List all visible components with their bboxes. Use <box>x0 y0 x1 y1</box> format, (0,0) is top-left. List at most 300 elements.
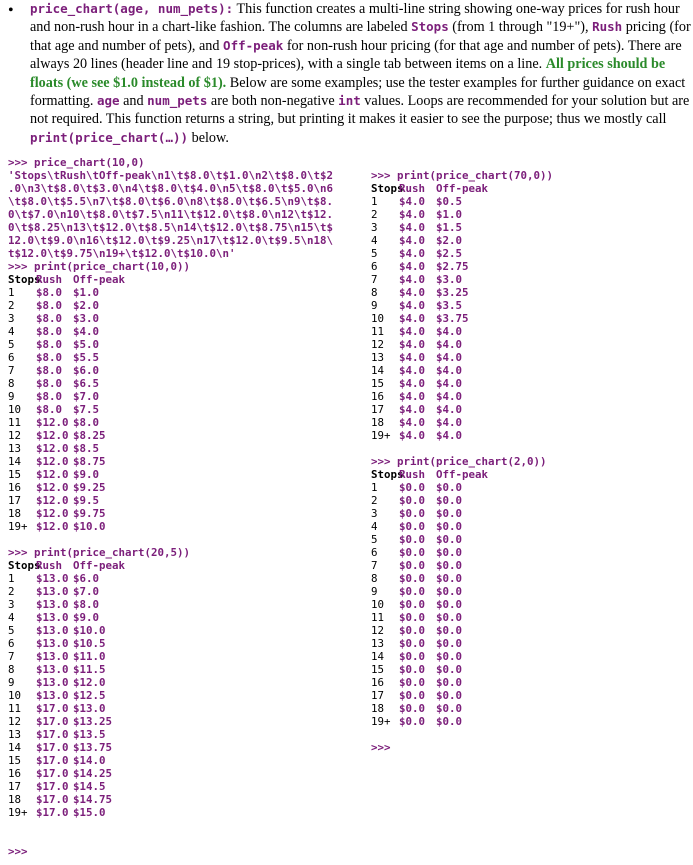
raw-string-line: 0\t$8.25\n13\t$12.0\t$8.5\n14\t$12.0\t$8.75\n15\t$ <box>8 221 334 234</box>
off-peak-cell: $15.0 <box>73 806 106 819</box>
off-peak-cell: $4.0 <box>436 377 463 390</box>
stops-cell: Stops <box>8 559 41 572</box>
chart-row <box>371 585 553 598</box>
rush-cell: Rush <box>36 273 63 286</box>
raw-string-line: .0\n3\t$8.0\t$3.0\n4\t$8.0\t$4.0\n5\t$8.0\t$5.0\n6 <box>8 182 334 195</box>
off-peak-cell: $0.0 <box>436 494 463 507</box>
chart-row <box>8 728 333 741</box>
stops-cell: 10 <box>371 312 385 325</box>
off-peak-cell: $8.75 <box>73 455 106 468</box>
off-peak-cell: $10.5 <box>73 637 106 650</box>
description-text: below. <box>188 129 229 146</box>
off-peak-cell: $4.0 <box>436 403 463 416</box>
chart-row <box>371 494 553 507</box>
chart-row <box>371 481 553 494</box>
left-examples-column <box>8 156 333 858</box>
off-peak-cell: $6.5 <box>73 377 100 390</box>
rush-cell: $12.0 <box>36 507 69 520</box>
stops-cell: 2 <box>8 299 15 312</box>
inline-code: int <box>338 93 361 109</box>
chart-row <box>8 442 333 455</box>
stops-cell: 6 <box>371 546 378 559</box>
rush-cell: $13.0 <box>36 585 69 598</box>
rush-cell: $0.0 <box>399 494 426 507</box>
off-peak-cell: $3.5 <box>436 299 463 312</box>
stops-cell: 9 <box>371 299 378 312</box>
rush-cell: $17.0 <box>36 702 69 715</box>
rush-cell: $4.0 <box>399 273 426 286</box>
blank-line <box>371 442 553 455</box>
stops-cell: 19+ <box>371 429 391 442</box>
raw-string-line: t$12.0\t$9.75\n19+\t$12.0\t$10.0\n' <box>8 247 236 260</box>
description-text: This function creates a multi-line string showing one-way prices for rush hour and non-rush hour in a chart-like fashion. The columns are labeled <box>30 1 680 36</box>
rush-cell: $4.0 <box>399 221 426 234</box>
stops-cell: 9 <box>371 585 378 598</box>
chart-row <box>371 572 553 585</box>
stops-cell: 18 <box>8 507 22 520</box>
rush-cell: $0.0 <box>399 533 426 546</box>
off-peak-cell: $14.5 <box>73 780 106 793</box>
off-peak-cell: $11.0 <box>73 650 106 663</box>
chart-row <box>371 611 553 624</box>
stops-cell: 19+ <box>371 715 391 728</box>
inline-code: Rush <box>592 19 623 35</box>
stops-cell: 11 <box>371 325 385 338</box>
blank-line <box>8 819 333 832</box>
off-peak-cell: $0.0 <box>436 650 463 663</box>
off-peak-cell: $7.5 <box>73 403 100 416</box>
off-peak-cell: $9.0 <box>73 611 100 624</box>
repl-prompt-line: >>> print(price_chart(2,0)) <box>371 455 547 468</box>
stops-cell: 3 <box>371 221 378 234</box>
stops-cell: 17 <box>8 780 22 793</box>
off-peak-cell: $10.0 <box>73 520 106 533</box>
rush-cell: $8.0 <box>36 312 63 325</box>
rush-cell: $4.0 <box>399 325 426 338</box>
chart-row <box>371 351 553 364</box>
stops-cell: 6 <box>371 260 378 273</box>
chart-row <box>371 403 553 416</box>
inline-code: num_pets <box>147 93 208 109</box>
stops-cell: 4 <box>8 611 15 624</box>
stops-cell: 18 <box>371 702 385 715</box>
chart-row <box>371 676 553 689</box>
chart-row <box>8 741 333 754</box>
chart-row <box>8 507 333 520</box>
rush-cell: $13.0 <box>36 624 69 637</box>
repl-prompt-line: >>> price_chart(10,0) <box>8 156 145 169</box>
blank-line <box>8 832 333 845</box>
stops-cell: 13 <box>8 728 22 741</box>
rush-cell: $12.0 <box>36 429 69 442</box>
chart-row <box>8 780 333 793</box>
chart-row <box>371 364 553 377</box>
rush-cell: $4.0 <box>399 195 426 208</box>
inline-code: age <box>96 93 120 109</box>
rush-cell: $4.0 <box>399 390 426 403</box>
chart-row <box>8 520 333 533</box>
rush-cell: $13.0 <box>36 637 69 650</box>
off-peak-cell: $4.0 <box>436 390 463 403</box>
chart-row <box>371 689 553 702</box>
off-peak-cell: $2.75 <box>436 260 469 273</box>
stops-cell: 12 <box>371 624 385 637</box>
rush-cell: $0.0 <box>399 520 426 533</box>
chart-row <box>371 624 553 637</box>
stops-cell: 3 <box>8 598 15 611</box>
stops-cell: 4 <box>371 234 378 247</box>
repl-prompt-line: >>> print(price_chart(10,0)) <box>8 260 191 273</box>
rush-cell: $13.0 <box>36 611 69 624</box>
stops-cell: 8 <box>8 377 15 390</box>
rush-cell: $0.0 <box>399 559 426 572</box>
stops-cell: 3 <box>8 312 15 325</box>
chart-row <box>371 221 553 234</box>
off-peak-cell: $0.0 <box>436 559 463 572</box>
off-peak-cell: $0.0 <box>436 572 463 585</box>
description-text: values. Loops are recommended for your solution but are not required. This function returns a string, but printing it makes it easier to see the purpose; thus we mostly call <box>30 93 690 128</box>
rush-cell: $8.0 <box>36 286 63 299</box>
off-peak-cell: $5.0 <box>73 338 100 351</box>
chart-row <box>371 598 553 611</box>
off-peak-cell: Off-peak <box>73 273 126 286</box>
off-peak-cell: $3.25 <box>436 286 469 299</box>
stops-cell: 1 <box>8 286 15 299</box>
stops-cell: 1 <box>371 195 378 208</box>
stops-cell: 5 <box>8 338 15 351</box>
stops-cell: 2 <box>371 208 378 221</box>
chart-row <box>371 650 553 663</box>
rush-cell: $17.0 <box>36 754 69 767</box>
off-peak-cell: $8.0 <box>73 598 100 611</box>
rush-cell: $8.0 <box>36 351 63 364</box>
off-peak-cell: $7.0 <box>73 585 100 598</box>
stops-cell: 11 <box>8 416 22 429</box>
rush-cell: $17.0 <box>36 728 69 741</box>
bullet-marker: • <box>8 2 14 19</box>
rush-cell: $17.0 <box>36 780 69 793</box>
chart-header-row <box>8 273 333 286</box>
rush-cell: $12.0 <box>36 442 69 455</box>
rush-cell: $0.0 <box>399 598 426 611</box>
rush-cell: $8.0 <box>36 364 63 377</box>
off-peak-cell: $0.0 <box>436 598 463 611</box>
rush-cell: $4.0 <box>399 338 426 351</box>
stops-cell: Stops <box>371 468 404 481</box>
off-peak-cell: $13.25 <box>73 715 113 728</box>
chart-row <box>371 390 553 403</box>
stops-cell: 1 <box>8 572 15 585</box>
rush-cell: $4.0 <box>399 429 426 442</box>
chart-row <box>8 377 333 390</box>
off-peak-cell: $4.0 <box>436 338 463 351</box>
off-peak-cell: $10.0 <box>73 624 106 637</box>
chart-row <box>371 416 553 429</box>
stops-cell: 17 <box>371 403 385 416</box>
chart-row <box>8 754 333 767</box>
stops-cell: 18 <box>8 793 22 806</box>
chart-row <box>8 286 333 299</box>
chart-row <box>371 312 553 325</box>
off-peak-cell: $4.0 <box>73 325 100 338</box>
off-peak-cell: $0.0 <box>436 689 463 702</box>
chart-row <box>371 260 553 273</box>
rush-cell: $8.0 <box>36 390 63 403</box>
chart-row <box>8 598 333 611</box>
chart-row <box>8 689 333 702</box>
stops-cell: Stops <box>8 273 41 286</box>
stops-cell: 14 <box>371 364 385 377</box>
chart-row <box>371 507 553 520</box>
chart-row <box>8 455 333 468</box>
rush-cell: $0.0 <box>399 572 426 585</box>
off-peak-cell: $2.5 <box>436 247 463 260</box>
stops-cell: 13 <box>8 442 22 455</box>
inline-code: price_chart(age, num_pets): <box>30 1 234 16</box>
off-peak-cell: $0.0 <box>436 585 463 598</box>
rush-cell: $0.0 <box>399 624 426 637</box>
rush-cell: $17.0 <box>36 767 69 780</box>
rush-cell: $12.0 <box>36 468 69 481</box>
stops-cell: 7 <box>8 364 15 377</box>
rush-cell: $0.0 <box>399 702 426 715</box>
off-peak-cell: $8.25 <box>73 429 106 442</box>
stops-cell: Stops <box>371 182 404 195</box>
rush-cell: $8.0 <box>36 325 63 338</box>
description-text: Below are some examples; use the tester examples for further guidance on exact formatting. <box>30 74 686 110</box>
chart-row <box>8 299 333 312</box>
rush-cell: $0.0 <box>399 637 426 650</box>
raw-string-line: \t$8.0\t$5.5\n7\t$8.0\t$6.0\n8\t$8.0\t$6.5\n9\t$8. <box>8 195 334 208</box>
rush-cell: $4.0 <box>399 351 426 364</box>
stops-cell: 2 <box>371 494 378 507</box>
chart-row <box>371 546 553 559</box>
chart-row <box>8 364 333 377</box>
inline-code: Stops <box>411 19 449 35</box>
rush-cell: $13.0 <box>36 689 69 702</box>
chart-row <box>371 637 553 650</box>
chart-row <box>371 338 553 351</box>
chart-row <box>8 468 333 481</box>
description-paragraph <box>30 0 692 147</box>
rush-cell: $4.0 <box>399 403 426 416</box>
stops-cell: 10 <box>8 403 22 416</box>
chart-row <box>371 286 553 299</box>
off-peak-cell: $4.0 <box>436 416 463 429</box>
off-peak-cell: $0.5 <box>436 195 463 208</box>
rush-cell: Rush <box>399 182 426 195</box>
chart-row <box>8 429 333 442</box>
chart-row <box>8 793 333 806</box>
blank-line <box>8 533 333 546</box>
off-peak-cell: $3.75 <box>436 312 469 325</box>
off-peak-cell: $14.25 <box>73 767 113 780</box>
stops-cell: 8 <box>371 572 378 585</box>
stops-cell: 14 <box>8 741 22 754</box>
off-peak-cell: $6.0 <box>73 572 100 585</box>
off-peak-cell: $0.0 <box>436 715 463 728</box>
off-peak-cell: $0.0 <box>436 533 463 546</box>
rush-cell: $17.0 <box>36 793 69 806</box>
off-peak-cell: $8.0 <box>73 416 100 429</box>
rush-cell: Rush <box>399 468 426 481</box>
chart-row <box>371 702 553 715</box>
rush-cell: $0.0 <box>399 715 426 728</box>
rush-cell: $0.0 <box>399 507 426 520</box>
stops-cell: 4 <box>371 520 378 533</box>
off-peak-cell: $3.0 <box>436 273 463 286</box>
rush-cell: $8.0 <box>36 403 63 416</box>
rush-cell: $0.0 <box>399 611 426 624</box>
chart-row <box>8 702 333 715</box>
chart-header-row <box>371 182 553 195</box>
chart-row <box>8 637 333 650</box>
chart-row <box>371 520 553 533</box>
rush-cell: $12.0 <box>36 520 69 533</box>
stops-cell: 16 <box>371 390 385 403</box>
chart-row <box>371 208 553 221</box>
description-text: pricing (for that age and number of pets), and <box>30 19 691 54</box>
chart-row <box>371 715 553 728</box>
rush-cell: $0.0 <box>399 676 426 689</box>
off-peak-cell: Off-peak <box>436 182 489 195</box>
rush-cell: $4.0 <box>399 364 426 377</box>
description-text: (from 1 through "19+"), <box>448 19 593 36</box>
chart-row <box>8 325 333 338</box>
off-peak-cell: Off-peak <box>436 468 489 481</box>
off-peak-cell: $12.5 <box>73 689 106 702</box>
chart-header-row <box>8 559 333 572</box>
chart-row <box>8 572 333 585</box>
chart-row <box>371 533 553 546</box>
off-peak-cell: $8.5 <box>73 442 100 455</box>
rush-cell: $0.0 <box>399 546 426 559</box>
stops-cell: 14 <box>8 455 22 468</box>
rush-cell: $0.0 <box>399 689 426 702</box>
off-peak-cell: $3.0 <box>73 312 100 325</box>
stops-cell: 16 <box>8 767 22 780</box>
off-peak-cell: $2.0 <box>436 234 463 247</box>
stops-cell: 4 <box>8 325 15 338</box>
off-peak-cell: $0.0 <box>436 481 463 494</box>
stops-cell: 11 <box>8 702 22 715</box>
chart-row <box>8 312 333 325</box>
chart-row <box>371 234 553 247</box>
rush-cell: $8.0 <box>36 338 63 351</box>
off-peak-cell: $9.75 <box>73 507 106 520</box>
rush-cell: $0.0 <box>399 663 426 676</box>
off-peak-cell: $13.75 <box>73 741 113 754</box>
off-peak-cell: $1.5 <box>436 221 463 234</box>
inline-code: print(price_chart(…)) <box>30 129 189 145</box>
rush-cell: $8.0 <box>36 377 63 390</box>
off-peak-cell: $4.0 <box>436 429 463 442</box>
off-peak-cell: $0.0 <box>436 546 463 559</box>
chart-row <box>8 663 333 676</box>
stops-cell: 15 <box>371 663 385 676</box>
stops-cell: 15 <box>8 754 22 767</box>
repl-prompt-line: >>> <box>371 741 391 754</box>
chart-row <box>371 195 553 208</box>
chart-header-row <box>371 468 553 481</box>
rush-cell: $17.0 <box>36 741 69 754</box>
description-text: and <box>119 93 148 110</box>
chart-row <box>8 481 333 494</box>
stops-cell: 12 <box>371 338 385 351</box>
off-peak-cell: $0.0 <box>436 663 463 676</box>
stops-cell: 5 <box>371 247 378 260</box>
stops-cell: 9 <box>8 390 15 403</box>
chart-row <box>8 624 333 637</box>
rush-cell: $12.0 <box>36 416 69 429</box>
chart-row <box>371 325 553 338</box>
stops-cell: 17 <box>371 689 385 702</box>
stops-cell: 5 <box>371 533 378 546</box>
chart-row <box>8 403 333 416</box>
stops-cell: 17 <box>8 494 22 507</box>
rush-cell: $4.0 <box>399 377 426 390</box>
rush-cell: $4.0 <box>399 299 426 312</box>
stops-cell: 8 <box>8 663 15 676</box>
repl-prompt-line: >>> print(price_chart(70,0)) <box>371 169 554 182</box>
off-peak-cell: $1.0 <box>436 208 463 221</box>
stops-cell: 10 <box>371 598 385 611</box>
off-peak-cell: Off-peak <box>73 559 126 572</box>
off-peak-cell: $2.0 <box>73 299 100 312</box>
rush-cell: $0.0 <box>399 650 426 663</box>
off-peak-cell: $0.0 <box>436 676 463 689</box>
inline-code: Off-peak <box>223 37 284 53</box>
chart-row <box>8 767 333 780</box>
off-peak-cell: $14.75 <box>73 793 113 806</box>
description-text: for non-rush hour pricing (for that age and number of pets). There are always 20 lines (header line and 19 stop-prices), with a single tab between items on a line. <box>30 37 682 73</box>
off-peak-cell: $6.0 <box>73 364 100 377</box>
repl-prompt-line: >>> <box>8 845 28 858</box>
stops-cell: 5 <box>8 624 15 637</box>
rush-cell: $4.0 <box>399 208 426 221</box>
off-peak-cell: $9.5 <box>73 494 100 507</box>
chart-row <box>8 390 333 403</box>
stops-cell: 15 <box>371 377 385 390</box>
rush-cell: $12.0 <box>36 455 69 468</box>
chart-row <box>8 650 333 663</box>
off-peak-cell: $13.5 <box>73 728 106 741</box>
rush-cell: $4.0 <box>399 234 426 247</box>
rush-cell: $4.0 <box>399 416 426 429</box>
chart-row <box>371 247 553 260</box>
off-peak-cell: $1.0 <box>73 286 100 299</box>
emphasis-note: All prices should be floats (we see $1.0 instead of $1). <box>30 56 666 91</box>
chart-row <box>8 494 333 507</box>
stops-cell: 3 <box>371 507 378 520</box>
stops-cell: 6 <box>8 351 15 364</box>
chart-row <box>371 429 553 442</box>
stops-cell: 7 <box>8 650 15 663</box>
stops-cell: 1 <box>371 481 378 494</box>
off-peak-cell: $0.0 <box>436 611 463 624</box>
chart-row <box>371 377 553 390</box>
rush-cell: $4.0 <box>399 260 426 273</box>
stops-cell: 16 <box>8 481 22 494</box>
off-peak-cell: $9.25 <box>73 481 106 494</box>
chart-row <box>8 806 333 819</box>
rush-cell: $4.0 <box>399 247 426 260</box>
blank-line <box>371 728 553 741</box>
off-peak-cell: $9.0 <box>73 468 100 481</box>
off-peak-cell: $0.0 <box>436 702 463 715</box>
stops-cell: 6 <box>8 637 15 650</box>
off-peak-cell: $4.0 <box>436 325 463 338</box>
